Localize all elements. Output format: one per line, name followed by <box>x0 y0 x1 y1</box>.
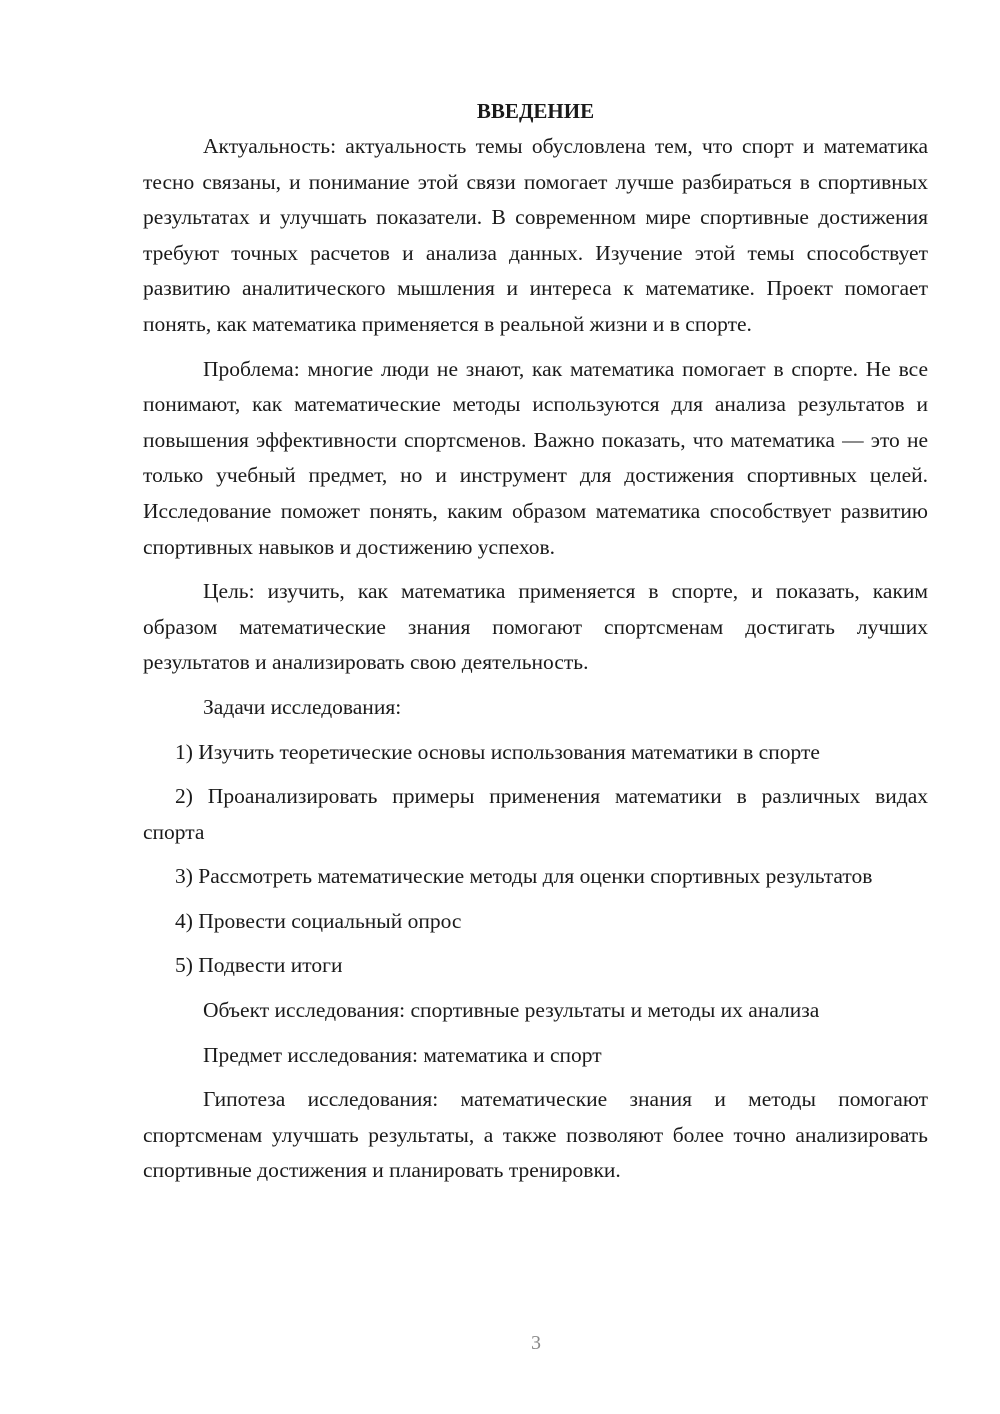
document-body <box>143 93 928 1198</box>
problem-paragraph: Проблема: многие люди не знают, как математика помогает в спорте. Не все понимают, как математические методы используются для анализа результатов и повышения эффективности спортсменов. Важно показать, что математика — это не только учебный предмет, но и инструмент для достижения спортивных целей. Исследование поможет понять, каким образом математика способствует развитию спортивных навыков и достижению успехов. <box>143 356 928 559</box>
task-item: 3) Рассмотреть математические методы для оценки спортивных результатов <box>175 864 873 889</box>
task-item: 5) Подвести итоги <box>175 953 343 978</box>
subject-paragraph: Предмет исследования: математика и спорт <box>203 1042 602 1067</box>
task-item: 4) Провести социальный опрос <box>175 908 462 933</box>
tasks-heading: Задачи исследования: <box>203 694 402 719</box>
task-item: 2) Проанализировать примеры применения математики в различных видах спорта <box>143 784 928 844</box>
relevance-paragraph: Актуальность: актуальность темы обусловлена тем, что спорт и математика тесно связаны, и понимание этой связи помогает лучше разбираться в спортивных результатах и улучшать показатели. В современном мире спортивные достижения требуют точных расчетов и анализа данных. Изучение этой темы способствует развитию аналитического мышления и интереса к математике. Проект помогает понять, как математика применяется в реальной жизни и в спорте. <box>143 134 928 336</box>
page-title: ВВЕДЕНИЕ <box>476 99 595 123</box>
goal-paragraph: Цель: изучить, как математика применяется в спорте, и показать, каким образом математические знания помогают спортсменам достигать лучших результатов и анализировать свою деятельность. <box>143 579 928 675</box>
page-number: 3 <box>531 1332 541 1354</box>
hypothesis-paragraph: Гипотеза исследования: математические знания и методы помогают спортсменам улучшать результаты, а также позволяют более точно анализировать спортивные достижения и планировать тренировки. <box>143 1087 928 1183</box>
task-item: 1) Изучить теоретические основы использования математики в спорте <box>175 739 820 764</box>
object-paragraph: Объект исследования: спортивные результаты и методы их анализа <box>203 998 820 1023</box>
